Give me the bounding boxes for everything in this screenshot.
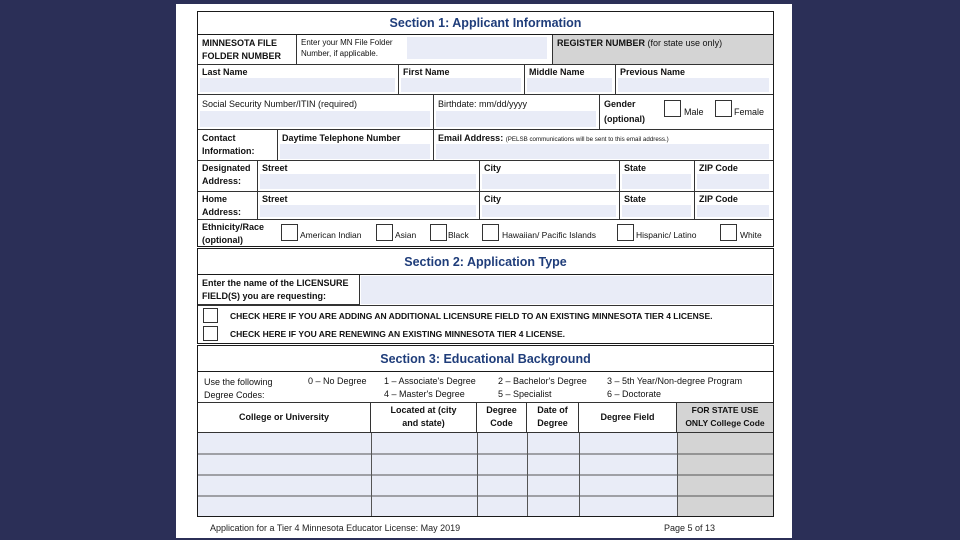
adding-field-checkbox[interactable] (203, 308, 218, 323)
col-state-use: FOR STATE USE ONLY College Code (677, 403, 773, 433)
birthdate-label: Birthdate: mm/dd/yyyy (438, 99, 528, 109)
designated-city-field[interactable] (480, 161, 620, 192)
previous-name-label: Previous Name (620, 67, 686, 77)
email-field[interactable] (434, 130, 773, 161)
female-label: Female (734, 107, 765, 117)
hawaiian-checkbox[interactable] (482, 224, 499, 241)
designated-state-field[interactable] (620, 161, 695, 192)
form-page (176, 4, 792, 538)
mn-folder-label: MINNESOTA FILE FOLDER NUMBER (198, 35, 297, 65)
code-5: 5 – Specialist (498, 389, 552, 399)
home-address-label: Home Address: (198, 192, 258, 220)
adding-field-label: CHECK HERE IF YOU ARE ADDING AN ADDITIONAL LICENSURE FIELD TO AN EXISTING MINNESOTA TIER 4 LICENSE. (230, 311, 713, 321)
last-name-label: Last Name (202, 67, 248, 77)
email-label: Email Address: (438, 133, 504, 143)
hawaiian-label: Hawaiian/ Pacific Islands (502, 230, 597, 240)
previous-name-field[interactable] (616, 65, 773, 95)
code-3: 3 – 5th Year/Non-degree Program (607, 376, 743, 386)
daytime-phone-field[interactable] (278, 130, 434, 161)
register-number-label: REGISTER NUMBER (557, 38, 646, 48)
home-zip-label: ZIP Code (699, 194, 738, 204)
renewing-label: CHECK HERE IF YOU ARE RENEWING AN EXISTING MINNESOTA TIER 4 LICENSE. (230, 329, 565, 339)
renewing-checkbox[interactable] (203, 326, 218, 341)
mn-folder-hint: Enter your MN File Folder Number, if applicable. (301, 38, 393, 58)
gender-optional: (optional) (604, 114, 645, 124)
first-name-field[interactable] (399, 65, 525, 95)
asian-label: Asian (395, 230, 417, 240)
american-indian-label: American Indian (300, 230, 362, 240)
asian-checkbox[interactable] (376, 224, 393, 241)
section-2 (197, 248, 774, 344)
licensure-field-input[interactable] (361, 276, 772, 304)
code-6: 6 – Doctorate (607, 389, 662, 399)
section-1-title: Section 1: Applicant Information (198, 12, 773, 35)
designated-address-label: Designated Address: (198, 161, 258, 192)
designated-state-label: State (624, 163, 647, 173)
section-3 (197, 345, 774, 517)
white-label: White (740, 230, 762, 240)
degree-codes-intro: Use the following Degree Codes: (204, 377, 273, 400)
home-state-field[interactable] (620, 192, 695, 220)
grid-lines (198, 433, 773, 516)
ethnicity-row (198, 220, 773, 246)
col-degree-code: Degree Code (477, 403, 527, 433)
birthdate-field[interactable] (434, 95, 600, 130)
section-1 (197, 11, 774, 247)
register-number-note: (for state use only) (647, 38, 723, 48)
home-street-label: Street (262, 194, 288, 204)
designated-city-label: City (484, 163, 502, 173)
code-4: 4 – Master's Degree (384, 389, 465, 399)
home-city-label: City (484, 194, 502, 204)
ssn-label: Social Security Number/ITIN (required) (202, 99, 358, 109)
code-1: 1 – Associate's Degree (384, 376, 476, 386)
american-indian-checkbox[interactable] (281, 224, 298, 241)
middle-name-label: Middle Name (529, 67, 585, 77)
home-zip-field[interactable] (695, 192, 773, 220)
section-3-title: Section 3: Educational Background (198, 346, 773, 372)
education-table (198, 433, 773, 516)
mn-folder-field[interactable] (297, 35, 553, 65)
hispanic-label: Hispanic/ Latino (636, 230, 697, 240)
ethnicity-optional: (optional) (202, 235, 243, 245)
first-name-label: First Name (403, 67, 450, 77)
designated-zip-label: ZIP Code (699, 163, 738, 173)
daytime-phone-label: Daytime Telephone Number (282, 133, 401, 143)
black-label: Black (448, 230, 469, 240)
section-2-title: Section 2: Application Type (198, 249, 773, 275)
register-number-cell (553, 35, 773, 65)
col-degree-field: Degree Field (579, 403, 677, 433)
code-2: 2 – Bachelor's Degree (498, 376, 587, 386)
ssn-field[interactable] (198, 95, 434, 130)
email-note: (PELSB communications will be sent to this email address.) (505, 136, 669, 143)
col-college: College or University (198, 403, 371, 433)
contact-label: Contact Information: (198, 130, 278, 161)
licensure-prompt: Enter the name of the LICENSURE FIELD(S) you are requesting: (198, 275, 360, 305)
code-0: 0 – No Degree (308, 376, 367, 386)
last-name-field[interactable] (198, 65, 399, 95)
gender-cell (600, 95, 773, 130)
designated-zip-field[interactable] (695, 161, 773, 192)
female-checkbox[interactable] (715, 100, 732, 117)
hispanic-checkbox[interactable] (617, 224, 634, 241)
gender-label: Gender (604, 99, 636, 109)
footer-page: Page 5 of 13 (664, 523, 716, 533)
home-street-field[interactable] (258, 192, 480, 220)
designated-street-label: Street (262, 163, 288, 173)
black-checkbox[interactable] (430, 224, 447, 241)
ethnicity-label: Ethnicity/Race (202, 222, 265, 232)
col-date: Date of Degree (527, 403, 579, 433)
home-state-label: State (624, 194, 647, 204)
footer-title: Application for a Tier 4 Minnesota Educator License: May 2019 (210, 523, 461, 533)
male-label: Male (684, 107, 704, 117)
middle-name-field[interactable] (525, 65, 616, 95)
home-city-field[interactable] (480, 192, 620, 220)
designated-street-field[interactable] (258, 161, 480, 192)
white-checkbox[interactable] (720, 224, 737, 241)
male-checkbox[interactable] (664, 100, 681, 117)
col-located: Located at (city and state) (371, 403, 477, 433)
